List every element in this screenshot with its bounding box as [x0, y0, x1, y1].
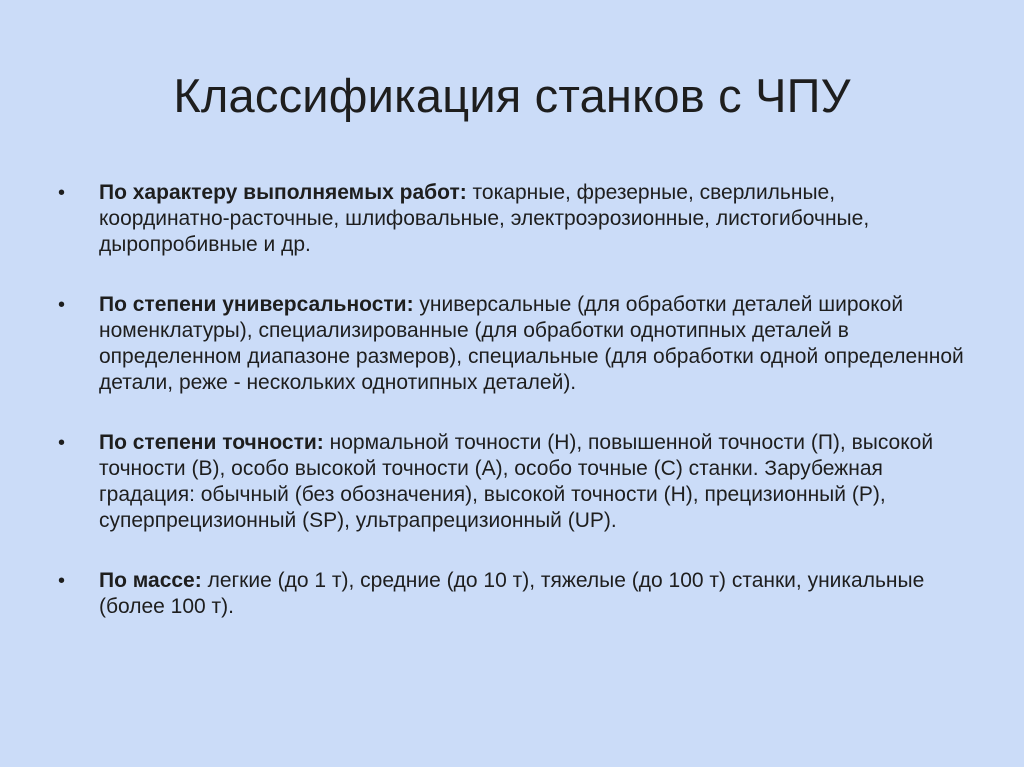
bullet-icon: •	[58, 432, 66, 454]
list-item-universality	[58, 292, 970, 396]
item-text: универсальные (для обработки деталей широкой номенклатуры), специализированные (для обработки однотипных деталей в определенном диапазоне размеров), специальные (для обработки одной определенной детали, реже - нескольких однотипных деталей).	[99, 293, 964, 394]
item-text: токарные, фрезерные, сверлильные, координатно-расточные, шлифовальные, электроэрозионные, листогибочные, дыропробивные и др.	[99, 181, 870, 256]
item-lead: По массе:	[99, 569, 202, 592]
item-lead: По степени универсальности:	[99, 293, 414, 316]
item-lead: По характеру выполняемых работ:	[99, 181, 467, 204]
list-item-accuracy	[58, 430, 970, 534]
item-text: легкие (до 1 т), средние (до 10 т), тяжелые (до 100 т) станки, уникальные (более 100 т).	[99, 569, 925, 618]
bullet-icon: •	[58, 294, 66, 316]
list-item-mass	[58, 568, 970, 620]
list-item-work-type	[58, 180, 970, 258]
bullet-icon: •	[58, 570, 66, 592]
item-lead: По степени точности:	[99, 431, 324, 454]
bullet-list	[58, 180, 970, 654]
slide-title: Классификация станков с ЧПУ	[173, 69, 851, 122]
item-text: нормальной точности (Н), повышенной точности (П), высокой точности (В), особо высокой точности (А), особо точные (С) станки. Зарубежная градация: обычный (без обозначения), высокой точности (Н), прецизионный (Р), суперпрецизионный (SP), ультрапрецизионный (UP).	[99, 431, 934, 532]
bullet-icon: •	[58, 182, 66, 204]
